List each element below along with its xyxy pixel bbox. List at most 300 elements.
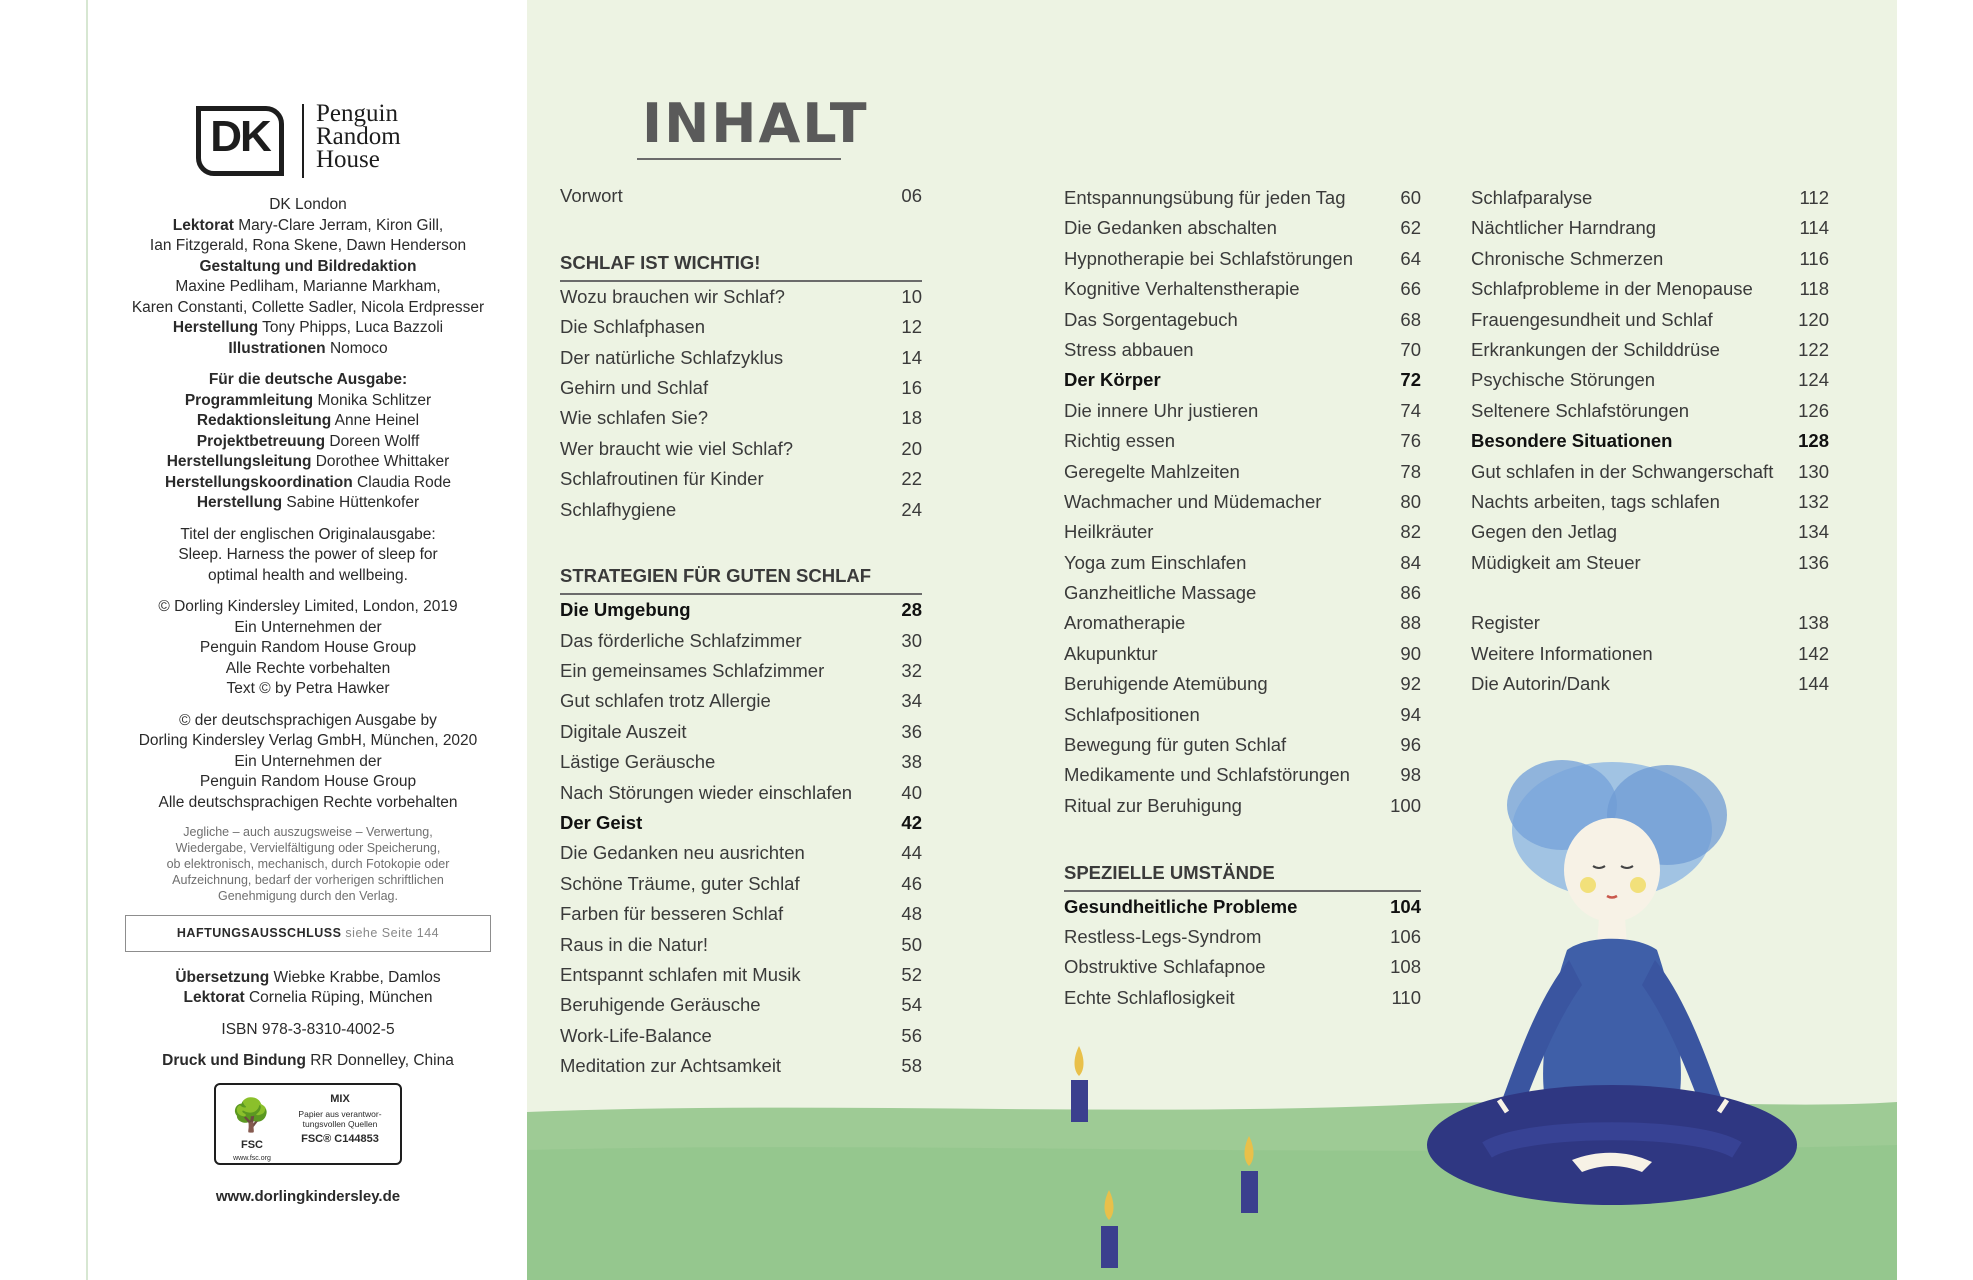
- torso: [1543, 939, 1681, 1110]
- toc-page-number: 46: [901, 872, 922, 894]
- colophon-line: Dorling Kindersley Verlag GmbH, München, 2020: [138, 732, 478, 749]
- toc-entry-title: Müdigkeit am Steuer: [1471, 551, 1641, 573]
- colophon-line: © der deutschsprachigen Ausgabe by: [179, 711, 437, 729]
- toc-entry-title: Entspannungsübung für jeden Tag: [1064, 187, 1346, 208]
- toc-entry-title: Farben für besseren Schlaf: [560, 903, 784, 925]
- toc-entry[interactable]: [560, 495, 922, 525]
- toc-page-number: 42: [901, 812, 922, 834]
- fsc-paper-line2: tungsvollen Quellen: [302, 1118, 378, 1129]
- toc-entry[interactable]: [1064, 396, 1421, 426]
- toc-entry-title: Schöne Träume, guter Schlaf: [560, 872, 800, 894]
- toc-page-number: 36: [901, 720, 922, 742]
- toc-page-number: 76: [1400, 430, 1421, 452]
- toc-entry-title: Schlafparalyse: [1471, 187, 1593, 208]
- toc-page-number: 132: [1798, 490, 1829, 512]
- toc-page-number: 136: [1798, 551, 1829, 573]
- colophon-line: Titel der englischen Originalausgabe:: [180, 525, 436, 543]
- toc-entry-title: Der natürliche Schlafzyklus: [560, 346, 784, 368]
- toc-chapter[interactable]: [1064, 365, 1421, 395]
- toc-page-number: 44: [901, 842, 922, 864]
- toc-entry[interactable]: [560, 181, 922, 211]
- colophon-line: Ein Unternehmen der: [234, 752, 382, 770]
- toc-entry-title: Richtig essen: [1064, 430, 1176, 452]
- toc-page-number: 110: [1391, 986, 1421, 1008]
- credit-name: Ian Fitzgerald, Rona Skene, Dawn Henderson: [149, 237, 467, 254]
- toc-entry[interactable]: [1471, 365, 1829, 395]
- credit-role: Redaktionsleitung: [196, 412, 332, 429]
- toc-column-1: [560, 181, 922, 1082]
- toc-entry-title: Entspannt schlafen mit Musik: [560, 963, 801, 985]
- toc-page-number: 78: [1400, 460, 1421, 482]
- toc-entry-title: Beruhigende Atemübung: [1064, 673, 1268, 695]
- credit-name: Mary-Clare Jerram, Kiron Gill,: [233, 216, 444, 234]
- toc-entry[interactable]: [1471, 487, 1829, 517]
- toc-page-number: 88: [1400, 612, 1421, 634]
- toc-entry-title: Raus in die Natur!: [560, 933, 709, 955]
- toc-page-number: 16: [901, 376, 922, 398]
- toc-entry-title: Die Gedanken neu ausrichten: [560, 842, 805, 864]
- page-title: INHALT: [642, 92, 869, 155]
- toc-page-number: 112: [1799, 187, 1829, 208]
- toc-page-number: 64: [1400, 247, 1421, 269]
- toc-entry-title: Gut schlafen in der Schwangerschaft: [1471, 460, 1774, 482]
- print-value: RR Donnelley, China: [305, 1052, 454, 1069]
- toc-entry-title: Die Schlafphasen: [560, 316, 706, 338]
- credit-role: Übersetzung: [175, 968, 270, 986]
- credits-uk: [88, 195, 528, 359]
- toc-entry-title: Schlafhygiene: [560, 498, 677, 520]
- toc-entry-title: Meditation zur Achtsamkeit: [560, 1055, 782, 1077]
- candle: [1101, 1226, 1118, 1268]
- credit-name: Nomoco: [325, 339, 388, 357]
- credit-role: Programmleitung: [184, 391, 314, 409]
- toc-entry[interactable]: [1064, 517, 1421, 547]
- toc-entry-title: Gut schlafen trotz Allergie: [560, 690, 771, 712]
- colophon-line: Ein Unternehmen der: [234, 618, 382, 636]
- credit-role: Herstellungskoordination: [165, 473, 353, 491]
- toc-entry-title: Geregelte Mahlzeiten: [1064, 460, 1240, 482]
- toc-chapter[interactable]: [1064, 892, 1421, 922]
- colophon-line: Aufzeichnung, bedarf der vorherigen schriftlichen: [172, 873, 444, 887]
- toc-page-number: 80: [1400, 490, 1421, 512]
- credit-name: Anne Heinel: [331, 412, 420, 429]
- toc-page-number: 96: [1400, 734, 1421, 756]
- toc-entry[interactable]: [1064, 457, 1421, 487]
- toc-page-number: 74: [1400, 399, 1421, 421]
- credit-role: Illustrationen: [228, 339, 326, 357]
- toc-entry-title: Wozu brauchen wir Schlaf?: [560, 285, 785, 307]
- credits-german-edition: [88, 370, 528, 514]
- toc-entry-title: Chronische Schmerzen: [1471, 247, 1664, 269]
- toc-page-number: 120: [1798, 308, 1829, 330]
- toc-entry[interactable]: [1064, 244, 1421, 274]
- toc-page-number: 66: [1400, 278, 1421, 300]
- toc-entry[interactable]: [1471, 213, 1829, 243]
- toc-entry[interactable]: [1064, 274, 1421, 304]
- toc-page-number: 72: [1400, 369, 1421, 391]
- toc-entry[interactable]: [1064, 760, 1421, 790]
- toc-entry-title: Lästige Geräusche: [560, 751, 716, 773]
- colophon-line: Text © by Petra Hawker: [226, 680, 390, 697]
- toc-page-number: 82: [1400, 521, 1421, 543]
- toc-entry[interactable]: [560, 686, 922, 716]
- toc-page-number: 92: [1400, 673, 1421, 695]
- toc-spacer: [1064, 821, 1421, 851]
- toc-column-2: [1064, 183, 1421, 1013]
- toc-entry[interactable]: [1471, 639, 1829, 669]
- toc-entry[interactable]: [1064, 983, 1421, 1013]
- toc-entry[interactable]: [1471, 517, 1829, 547]
- credit-role: Herstellung: [196, 494, 283, 511]
- credit-role: Lektorat: [172, 216, 234, 234]
- toc-entry[interactable]: [560, 869, 922, 899]
- toc-page-number: 58: [901, 1055, 922, 1077]
- toc-entry-title: Wie schlafen Sie?: [560, 407, 709, 429]
- toc-entry-title: Gehirn und Schlaf: [560, 376, 709, 398]
- toc-section-heading: SCHLAF IST WICHTIG!: [560, 250, 922, 282]
- original-title-note: [88, 525, 528, 587]
- toc-page-number: 130: [1798, 460, 1829, 482]
- credit-name: Claudia Rode: [352, 473, 451, 491]
- toc-page-number: 114: [1799, 217, 1829, 239]
- toc-entry[interactable]: [560, 434, 922, 464]
- disclaimer-reference: siehe Seite 144: [341, 926, 440, 940]
- toc-entry[interactable]: [1064, 305, 1421, 335]
- toc-entry[interactable]: [1064, 548, 1421, 578]
- credit-role: Lektorat: [183, 989, 245, 1006]
- toc-page-number: 122: [1798, 338, 1829, 360]
- credit-name: Maxine Pedliham, Marianne Markham,: [175, 278, 441, 295]
- toc-entry-title: Aromatherapie: [1064, 612, 1186, 634]
- toc-page-number: 50: [901, 933, 922, 955]
- prh-line: Penguin: [316, 100, 398, 127]
- toc-entry[interactable]: [1471, 183, 1829, 213]
- colophon-line: optimal health and wellbeing.: [208, 566, 408, 584]
- fsc-paper-line1: Papier aus verantwor-: [298, 1108, 382, 1119]
- toc-entry[interactable]: [1064, 700, 1421, 730]
- toc-spacer: [560, 525, 922, 555]
- prh-line: Random: [316, 123, 401, 150]
- toc-entry[interactable]: [560, 656, 922, 686]
- candle-flame: [1075, 1046, 1084, 1076]
- toc-page-number: 138: [1798, 612, 1829, 634]
- toc-entry[interactable]: [1064, 578, 1421, 608]
- toc-page-number: 54: [901, 994, 922, 1016]
- toc-page-number: 10: [901, 285, 922, 307]
- toc-entry[interactable]: [560, 464, 922, 494]
- toc-entry-title: Schlafroutinen für Kinder: [560, 468, 764, 490]
- copyright-german: [88, 711, 528, 814]
- toc-entry[interactable]: [1471, 335, 1829, 365]
- toc-entry[interactable]: [560, 960, 922, 990]
- toc-entry-title: Beruhigende Geräusche: [560, 994, 761, 1016]
- toc-entry[interactable]: [1064, 922, 1421, 952]
- toc-page-number: 134: [1798, 521, 1829, 543]
- toc-entry[interactable]: [560, 626, 922, 656]
- toc-page-number: 24: [901, 498, 922, 520]
- toc-entry-title: Gesundheitliche Probleme: [1064, 895, 1298, 917]
- colophon-line: Penguin Random House Group: [199, 773, 417, 790]
- toc-entry[interactable]: [1471, 305, 1829, 335]
- colophon-line: Genehmigung durch den Verlag.: [218, 889, 398, 903]
- toc-entry-title: Work-Life-Balance: [560, 1024, 712, 1046]
- fsc-url: www.fsc.org: [233, 1154, 271, 1162]
- toc-entry-title: Medikamente und Schlafstörungen: [1064, 764, 1350, 786]
- toc-page-number: 104: [1390, 895, 1421, 917]
- toc-page-number: 62: [1400, 217, 1421, 239]
- dk-logo-text: DK: [210, 112, 270, 161]
- toc-entry-title: Der Geist: [560, 812, 643, 834]
- toc-entry[interactable]: [1064, 669, 1421, 699]
- toc-entry[interactable]: [1064, 952, 1421, 982]
- toc-entry[interactable]: [560, 373, 922, 403]
- toc-entry[interactable]: [1471, 457, 1829, 487]
- toc-entry-title: Weitere Informationen: [1471, 642, 1653, 664]
- fsc-code: FSC® C144853: [301, 1132, 379, 1145]
- toc-entry-title: Akupunktur: [1064, 642, 1158, 664]
- credit-name: Cornelia Rüping, München: [244, 989, 433, 1006]
- toc-entry-title: Das förderliche Schlafzimmer: [560, 629, 802, 651]
- toc-page-number: 106: [1390, 925, 1421, 947]
- toc-entry-title: Yoga zum Einschlafen: [1064, 551, 1247, 573]
- cheek: [1630, 877, 1646, 893]
- toc-entry[interactable]: [1471, 274, 1829, 304]
- toc-entry-title: Schlafpositionen: [1064, 703, 1200, 725]
- toc-column-3: [1471, 183, 1829, 700]
- toc-page-number: 48: [901, 903, 922, 925]
- title-underline: [637, 158, 841, 160]
- copyright-uk: [88, 597, 528, 700]
- toc-entry[interactable]: [560, 747, 922, 777]
- disclaimer-box: [125, 915, 491, 952]
- toc-entry[interactable]: [1471, 669, 1829, 699]
- colophon-line: Alle Rechte vorbehalten: [225, 659, 391, 677]
- credit-name: Dorothee Whittaker: [311, 453, 450, 470]
- credits: [88, 195, 528, 1218]
- toc-page-number: 32: [901, 660, 922, 682]
- toc-entry[interactable]: [1064, 335, 1421, 365]
- isbn: ISBN 978-3-8310-4002-5: [221, 1020, 395, 1038]
- toc-entry-title: Hypnotherapie bei Schlafstörungen: [1064, 247, 1353, 269]
- toc-page-number: 56: [901, 1024, 922, 1046]
- toc-page-number: 30: [901, 629, 922, 651]
- page-gutter: [1897, 0, 1973, 1280]
- toc-entry[interactable]: [1471, 244, 1829, 274]
- logo-divider: [302, 104, 304, 178]
- toc-entry-title: Stress abbauen: [1064, 338, 1194, 360]
- toc-page-number: 116: [1799, 247, 1829, 269]
- toc-entry[interactable]: [560, 282, 922, 312]
- toc-page-number: 20: [901, 437, 922, 459]
- toc-entry[interactable]: [560, 1051, 922, 1081]
- fsc-tag: [228, 1139, 276, 1165]
- toc-entry-title: Digitale Auszeit: [560, 720, 687, 742]
- toc-page-number: 52: [901, 963, 922, 985]
- credit-role: Herstellung: [172, 319, 259, 336]
- toc-page-number: 108: [1390, 956, 1421, 978]
- toc-entry[interactable]: [1471, 548, 1829, 578]
- toc-entry-title: Psychische Störungen: [1471, 369, 1656, 391]
- toc-page-number: 90: [1400, 642, 1421, 664]
- face: [1564, 818, 1660, 922]
- toc-entry[interactable]: [560, 312, 922, 342]
- toc-entry-title: Nächtlicher Harndrang: [1471, 217, 1657, 239]
- candle: [1071, 1080, 1088, 1122]
- credit-name: DK London: [269, 196, 347, 213]
- toc-entry[interactable]: [1471, 396, 1829, 426]
- disclaimer-label: HAFTUNGSAUSSCHLUSS: [176, 926, 342, 940]
- toc-page-number: 98: [1400, 764, 1421, 786]
- toc-entry[interactable]: [560, 778, 922, 808]
- colophon-line: Sleep. Harness the power of sleep for: [178, 546, 438, 563]
- toc-entry[interactable]: [1064, 487, 1421, 517]
- credit-name: Karen Constanti, Collette Sadler, Nicola Erdpresser: [131, 298, 485, 316]
- toc-entry-title: Seltenere Schlafstörungen: [1471, 399, 1690, 421]
- toc-entry[interactable]: [560, 403, 922, 433]
- toc-page-number: 124: [1798, 369, 1829, 391]
- toc-entry-title: Ganzheitliche Massage: [1064, 582, 1257, 604]
- toc-page-number: 128: [1798, 430, 1829, 452]
- colophon-line: ob elektronisch, mechanisch, durch Fotokopie oder: [166, 857, 450, 871]
- credit-role: Gestaltung und Bildredaktion: [199, 257, 417, 275]
- toc-page-number: 40: [901, 781, 922, 803]
- reproduction-notice: [88, 824, 528, 904]
- fsc-mix-text: [288, 1093, 392, 1145]
- crossed-legs: [1427, 1085, 1797, 1205]
- toc-entry[interactable]: [1064, 213, 1421, 243]
- toc-spacer: [1471, 578, 1829, 608]
- toc-entry[interactable]: [1064, 639, 1421, 669]
- toc-page-number: 68: [1400, 308, 1421, 330]
- toc-entry-title: Wachmacher und Müdemacher: [1064, 490, 1322, 512]
- toc-entry[interactable]: [560, 1021, 922, 1051]
- fsc-mix-heading: MIX: [330, 1092, 350, 1105]
- toc-page-number: 12: [901, 316, 922, 338]
- toc-entry-title: Vorwort: [560, 185, 623, 206]
- toc-entry-title: Ein gemeinsames Schlafzimmer: [560, 660, 825, 682]
- toc-entry-title: Register: [1471, 612, 1540, 634]
- toc-page-number: 86: [1400, 582, 1421, 604]
- credit-name: Sabine Hüttenkofer: [282, 494, 420, 511]
- toc-entry-title: Ritual zur Beruhigung: [1064, 794, 1242, 816]
- toc-page-number: 06: [901, 185, 922, 206]
- toc-entry-title: Der Körper: [1064, 369, 1161, 391]
- toc-page-number: 18: [901, 407, 922, 429]
- colophon-line: Penguin Random House Group: [199, 639, 417, 656]
- penguin-random-house-wordmark: [316, 102, 401, 171]
- toc-entry-title: Schlafprobleme in der Menopause: [1471, 278, 1753, 300]
- toc-entry[interactable]: [1064, 608, 1421, 638]
- toc-page-number: 84: [1400, 551, 1421, 573]
- website-link[interactable]: www.dorlingkindersley.de: [215, 1187, 401, 1205]
- cheek: [1580, 877, 1596, 893]
- toc-entry-title: Das Sorgentagebuch: [1064, 308, 1238, 330]
- fsc-tree-icon: 🌳: [231, 1096, 271, 1133]
- toc-entry-title: Heilkräuter: [1064, 521, 1154, 543]
- toc-entry[interactable]: [560, 343, 922, 373]
- toc-entry-title: Kognitive Verhaltenstherapie: [1064, 278, 1300, 300]
- toc-entry-title: Frauengesundheit und Schlaf: [1471, 308, 1713, 330]
- colophon-line: Jegliche – auch auszugsweise – Verwertung,: [183, 825, 433, 839]
- contents-page: [527, 0, 1899, 1280]
- print-info: [88, 1051, 528, 1072]
- prh-line: House: [316, 146, 380, 173]
- credit-name: Tony Phipps, Luca Bazzoli: [258, 319, 444, 336]
- fsc-tag-text: FSC: [241, 1138, 263, 1151]
- credit-name: Doreen Wolff: [325, 432, 420, 450]
- toc-entry-title: Die innere Uhr justieren: [1064, 399, 1259, 421]
- toc-section-heading: STRATEGIEN FÜR GUTEN SCHLAF: [560, 563, 922, 595]
- toc-entry-title: Nach Störungen wieder einschlafen: [560, 781, 853, 803]
- toc-page-number: 100: [1390, 794, 1421, 816]
- toc-page-number: 28: [901, 599, 922, 621]
- toc-chapter[interactable]: [560, 595, 922, 625]
- toc-entry[interactable]: [560, 899, 922, 929]
- colophon-page: [86, 0, 528, 1280]
- credit-name: Wiebke Krabbe, Damlos: [269, 968, 441, 986]
- candle: [1241, 1171, 1258, 1213]
- toc-page-number: 34: [901, 690, 922, 712]
- toc-entry-title: Die Gedanken abschalten: [1064, 217, 1277, 239]
- toc-page-number: 38: [901, 751, 922, 773]
- publisher-logo: [196, 102, 436, 182]
- toc-entry-title: Bewegung für guten Schlaf: [1064, 734, 1287, 756]
- toc-page-number: 22: [901, 468, 922, 490]
- toc-entry[interactable]: [1064, 730, 1421, 760]
- toc-entry[interactable]: [1064, 426, 1421, 456]
- toc-spacer: [560, 211, 922, 241]
- credit-role: Für die deutsche Ausgabe:: [208, 371, 408, 388]
- toc-entry[interactable]: [1471, 608, 1829, 638]
- toc-entry[interactable]: [560, 838, 922, 868]
- toc-entry[interactable]: [1064, 183, 1421, 213]
- toc-entry-title: Nachts arbeiten, tags schlafen: [1471, 490, 1720, 512]
- toc-page-number: 70: [1400, 338, 1421, 360]
- toc-entry-title: Besondere Situationen: [1471, 430, 1673, 452]
- toc-entry-title: Obstruktive Schlafapnoe: [1064, 956, 1266, 978]
- colophon-line: Alle deutschsprachigen Rechte vorbehalten: [158, 793, 458, 811]
- fsc-mix-label: [214, 1083, 402, 1165]
- translation-credits: [88, 968, 528, 1009]
- toc-entry-title: Die Umgebung: [560, 599, 691, 621]
- toc-page-number: 142: [1798, 642, 1829, 664]
- toc-entry-title: Gegen den Jetlag: [1471, 521, 1618, 543]
- toc-entry[interactable]: [560, 717, 922, 747]
- toc-entry-title: Echte Schlaflosigkeit: [1064, 986, 1235, 1008]
- colophon-line: Wiedergabe, Vervielfältigung oder Speicherung,: [175, 841, 441, 855]
- toc-page-number: 14: [901, 346, 922, 368]
- toc-page-number: 94: [1400, 703, 1421, 725]
- toc-page-number: 60: [1400, 187, 1421, 208]
- credit-role: Herstellungsleitung: [166, 453, 312, 470]
- toc-page-number: 126: [1798, 399, 1829, 421]
- toc-chapter[interactable]: [1471, 426, 1829, 456]
- credit-role: Projektbetreuung: [196, 432, 326, 450]
- toc-entry[interactable]: [560, 930, 922, 960]
- toc-entry[interactable]: [1064, 791, 1421, 821]
- toc-entry-title: Erkrankungen der Schilddrüse: [1471, 338, 1720, 360]
- colophon-line: © Dorling Kindersley Limited, London, 2019: [158, 598, 458, 615]
- toc-page-number: 144: [1798, 673, 1829, 695]
- toc-entry[interactable]: [560, 990, 922, 1020]
- print-label: Druck und Bindung: [162, 1052, 306, 1069]
- toc-chapter[interactable]: [560, 808, 922, 838]
- toc-page-number: 118: [1799, 278, 1829, 300]
- credit-name: Monika Schlitzer: [313, 391, 432, 409]
- toc-section-heading: SPEZIELLE UMSTÄNDE: [1064, 860, 1421, 892]
- toc-entry-title: Wer braucht wie viel Schlaf?: [560, 437, 794, 459]
- toc-entry-title: Restless-Legs-Syndrom: [1064, 925, 1262, 947]
